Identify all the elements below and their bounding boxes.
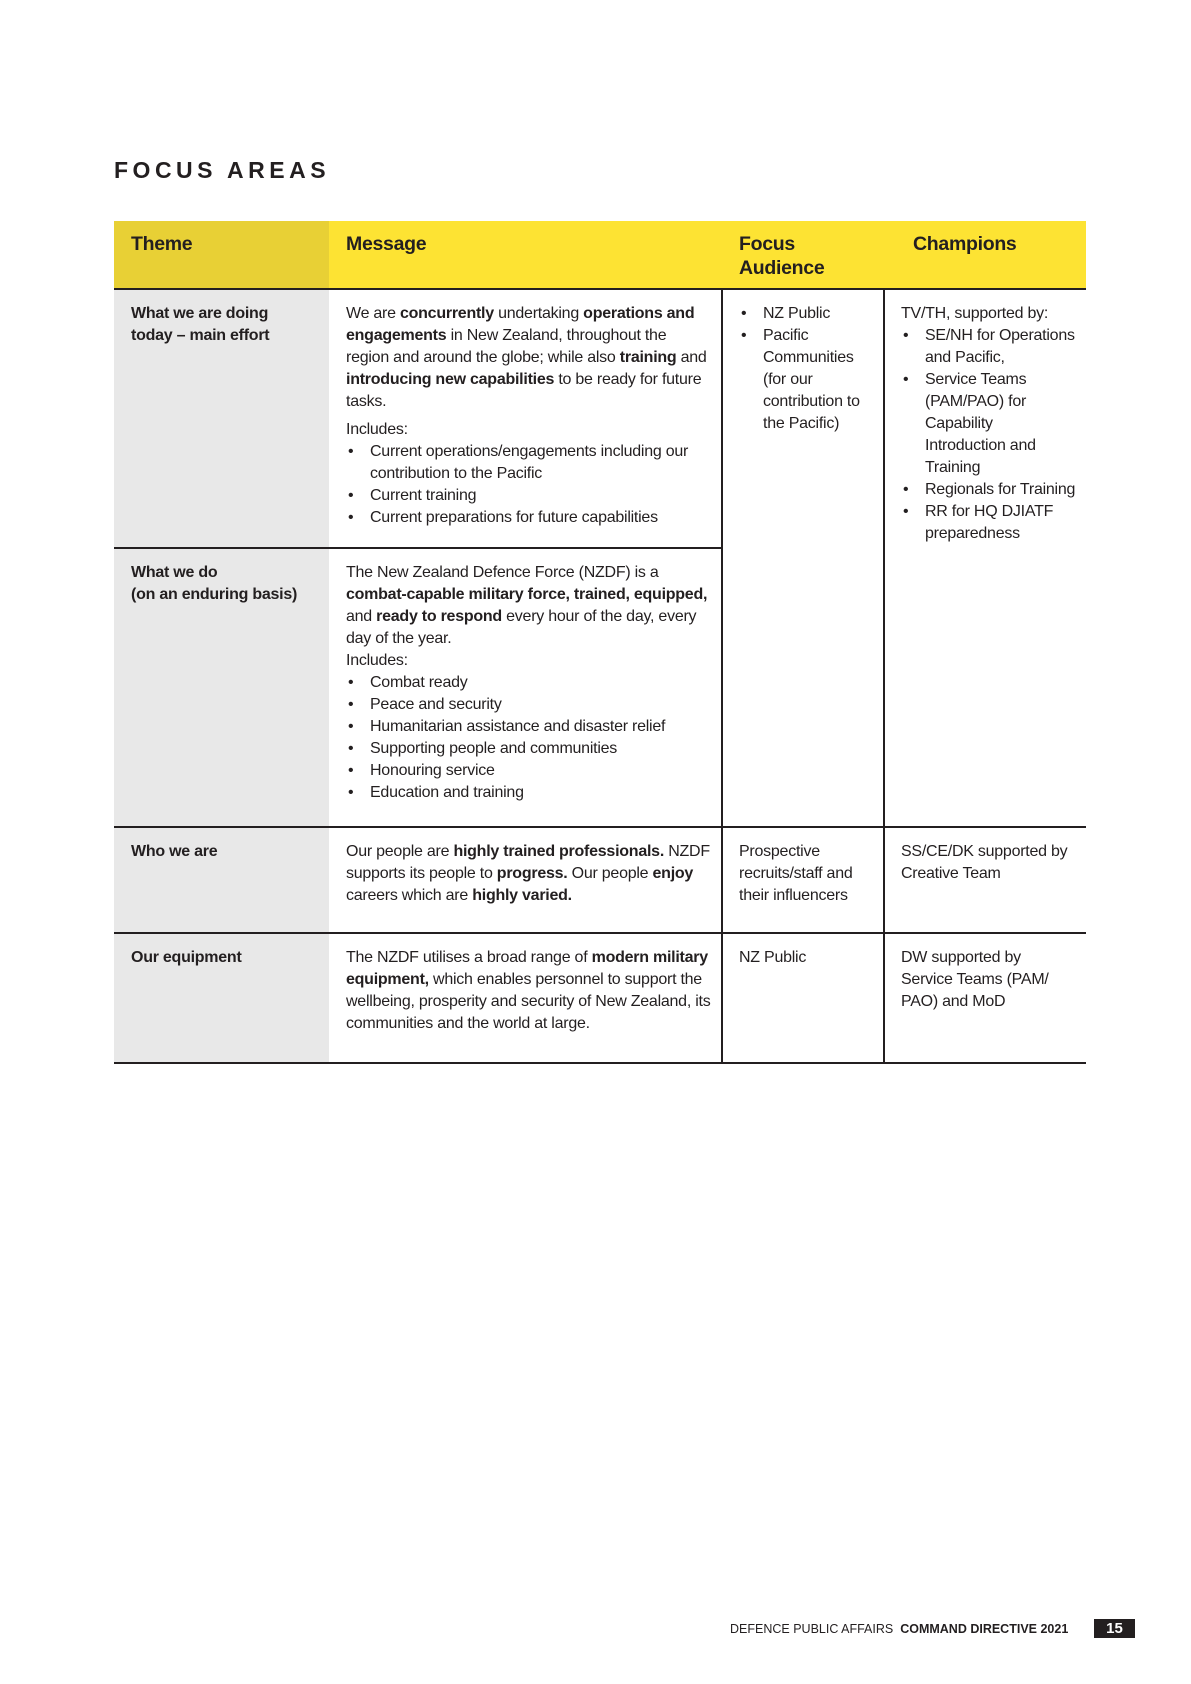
message-cell <box>329 827 722 907</box>
bullet-item: • Current training <box>346 485 712 507</box>
divider <box>114 1062 1086 1064</box>
footer-publisher: DEFENCE PUBLIC AFFAIRS <box>730 1622 894 1636</box>
message-segment: ready to respond <box>376 608 502 625</box>
message-segment: undertaking <box>493 305 584 322</box>
header-text: Focus <box>739 233 795 255</box>
message-segment: Our people are <box>346 843 454 860</box>
header-champions: Champions <box>884 221 1086 289</box>
header-text: Audience <box>739 257 825 279</box>
champions-cell: SS/CE/DK supported by Creative Team <box>901 843 1068 882</box>
message-segment: Our people <box>567 865 653 882</box>
bullet-item: • Humanitarian assistance and disaster relief <box>346 716 712 738</box>
message-segment: combat-capable military force, trained, equipped, <box>346 586 708 603</box>
audience-cell: Prospective recruits/staff and their influencers <box>739 843 853 904</box>
champions-cell <box>884 289 1086 545</box>
message-segment: We are <box>346 305 400 322</box>
message-cell <box>329 933 722 1035</box>
bullet-item: • SE/NH for Operations and Pacific, <box>901 325 1076 369</box>
theme-cell <box>114 289 329 548</box>
message-text <box>346 947 712 1035</box>
message-segment: introducing new capabilities <box>346 371 555 388</box>
theme-cell: Our equipment <box>114 933 329 1063</box>
bullet-item: • Peace and security <box>346 694 712 716</box>
header-focus-audience <box>722 221 884 289</box>
bullet-item: • Combat ready <box>346 672 712 694</box>
message-segment: enjoy <box>652 865 694 882</box>
message-segment: operations and engagements <box>346 305 695 344</box>
bullet-item: • NZ Public <box>739 303 874 325</box>
message-segment: careers which are <box>346 887 473 904</box>
message-text <box>346 841 712 907</box>
message-segment: concurrently <box>399 305 494 322</box>
message-segment: highly varied. <box>472 887 572 904</box>
message-segment: highly trained professionals. <box>453 843 665 860</box>
bullet-item: • Pacific Communities (for our contribution to the Pacific) <box>739 325 874 435</box>
champions-intro: TV/TH, supported by: <box>901 305 1049 322</box>
message-segment: in New Zealand, throughout the region and around the globe; while also <box>346 327 667 366</box>
bullet-item: • Regionals for Training <box>901 479 1076 501</box>
includes-label: Includes: <box>346 421 408 438</box>
audience-cell <box>722 289 884 435</box>
divider <box>114 932 1086 934</box>
page-number: 15 <box>1094 1619 1135 1638</box>
bullet-item: • Honouring service <box>346 760 712 782</box>
message-segment: modern military equipment, <box>346 949 708 988</box>
audience-cell: NZ Public <box>739 949 807 966</box>
bullet-item: • Current preparations for future capabilities <box>346 507 712 529</box>
message-segment: and <box>676 349 707 366</box>
message-cell <box>329 289 722 529</box>
message-segment: to be ready for future tasks. <box>346 371 702 410</box>
message-bullets <box>346 441 712 529</box>
focus-areas-table <box>114 221 1086 1063</box>
bullet-item: • Service Teams (PAM/PAO) for Capability Introduction and Training <box>901 369 1076 479</box>
message-text <box>346 303 712 413</box>
theme-text: today – main effort <box>131 327 270 344</box>
theme-text: What we are doing <box>131 305 269 322</box>
theme-text: What we do <box>131 564 218 581</box>
bullet-item: • Supporting people and communities <box>346 738 712 760</box>
audience-list <box>739 303 874 435</box>
bullet-item: • Current operations/engagements including our contribution to the Pacific <box>346 441 712 485</box>
bullet-item: • Education and training <box>346 782 712 804</box>
message-text <box>346 562 712 650</box>
footer-document-title: COMMAND DIRECTIVE 2021 <box>900 1622 1069 1636</box>
message-segment: The NZDF utilises a broad range of <box>346 949 592 966</box>
includes-label: Includes: <box>346 652 408 669</box>
bullet-item: • RR for HQ DJIATF preparedness <box>901 501 1076 545</box>
message-bullets <box>346 672 712 804</box>
message-segment: The New Zealand Defence Force (NZDF) is a <box>346 564 659 581</box>
theme-cell: Who we are <box>114 827 329 933</box>
header-message: Message <box>329 221 722 289</box>
message-segment: NZDF supports its people to <box>346 843 710 882</box>
divider <box>114 826 1086 828</box>
message-segment: which enables personnel to support the wellbeing, prosperity and security of New Zealand, its communities and the world at large. <box>346 971 711 1032</box>
divider <box>114 288 1086 290</box>
champions-list <box>901 325 1076 545</box>
message-segment: and <box>346 608 377 625</box>
message-segment: every hour of the day, every day of the year. <box>346 608 697 647</box>
footer <box>730 1622 1068 1636</box>
theme-text: (on an enduring basis) <box>131 586 298 603</box>
message-segment: progress. <box>496 865 568 882</box>
divider <box>114 547 723 549</box>
message-cell <box>329 548 722 804</box>
divider <box>883 288 885 1063</box>
champions-cell: DW supported by Service Teams (PAM/ PAO) and MoD <box>901 949 1049 1010</box>
divider <box>721 288 723 1063</box>
message-segment: training <box>619 349 677 366</box>
page-title: FOCUS AREAS <box>114 157 331 183</box>
theme-cell <box>114 548 329 827</box>
header-theme: Theme <box>114 221 329 289</box>
